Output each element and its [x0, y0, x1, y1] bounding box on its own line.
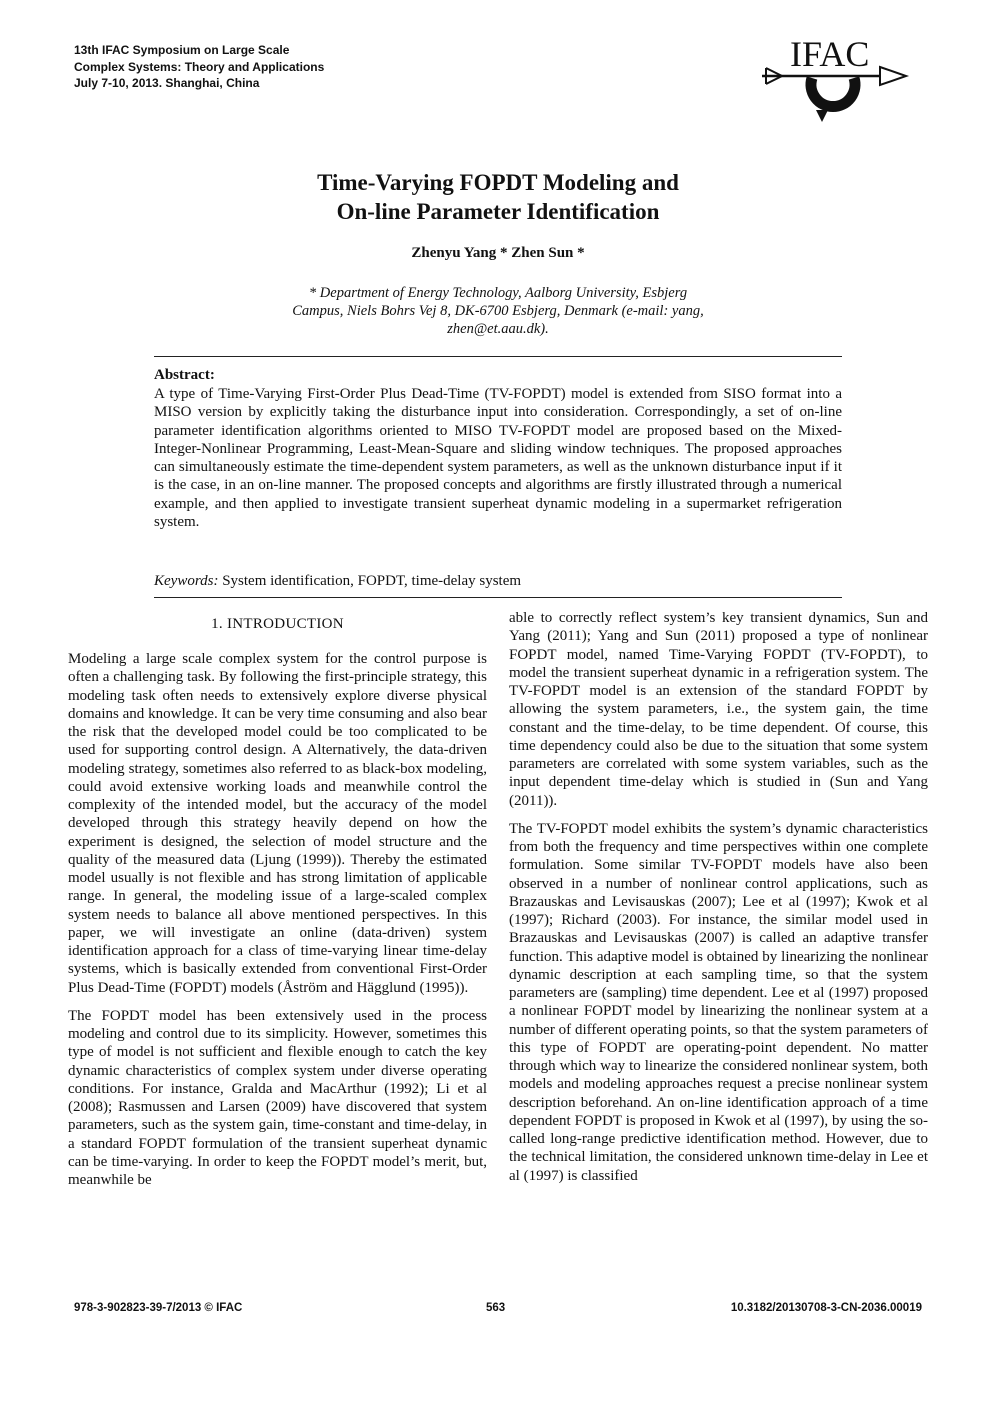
affiliation-line: * Department of Energy Technology, Aalborg University, Esbjerg — [308, 285, 688, 301]
footer-doi: 10.3182/20130708-3-CN-2036.00019 — [730, 1302, 922, 1314]
footer-isbn: 978-3-902823-39-7/2013 © IFAC — [74, 1302, 243, 1314]
divider — [154, 356, 842, 357]
paper-title-line: On-line Parameter Identification — [336, 199, 660, 224]
affiliation-line: Campus, Niels Bohrs Vej 8, DK-6700 Esbjerg, Denmark (e-mail: yang, — [292, 303, 704, 319]
conference-header — [74, 42, 324, 92]
left-column — [68, 650, 487, 1199]
conference-header-line: 13th IFAC Symposium on Large Scale — [74, 43, 290, 57]
page-number: 563 — [486, 1302, 506, 1314]
paper-title — [150, 168, 846, 226]
ifac-logo-text: IFAC — [790, 34, 870, 74]
affiliation-line: zhen@et.aau.dk). — [447, 321, 549, 337]
section-heading: 1. INTRODUCTION — [211, 616, 344, 632]
keywords — [154, 573, 842, 590]
right-column — [509, 609, 928, 1195]
conference-header-line: July 7-10, 2013. Shanghai, China — [74, 76, 260, 90]
divider — [154, 597, 842, 598]
paper-title-line: Time-Varying FOPDT Modeling and — [317, 170, 679, 195]
paragraph: able to correctly reflect system’s key transient dynamics, Sun and Yang (2011); Yang and Sun (2011) proposed a type of nonlinear FOPDT model, named Time-Varying FOPDT (TV-FOPDT), to model the transient superheat dynamic in a refrigeration system. The TV-FOPDT model is an extension of the standard FOPDT by allowing the system parameters, i.e., the system gain, the time constant and the time-delay, to be time dependent. Of course, this time dependency could also be due to the situation that some system parameters are correlated with some system variables, such as the input dependent time-delay which is studied in (Sun and Yang (2011)). — [509, 610, 928, 809]
ifac-logo — [760, 32, 910, 132]
abstract-heading: Abstract: — [154, 367, 215, 383]
paragraph: The FOPDT model has been extensively used in the process modeling and control due to its simplicity. However, sometimes this type of model is not sufficient and flexible enough to catch the key dynamic characteristics of complex system under diverse operating conditions. For instance, Gralda and MacArthur (1992); Li et al (2008); Rasmussen and Larsen (2009) have discovered that system parameters, such as the system gain, time-constant and time-delay, in a standard FOPDT formulation of the transient superheat dynamic can be time-varying. In order to keep the FOPDT model’s merit, but, meanwhile be — [68, 1007, 487, 1188]
authors: Zhenyu Yang * Zhen Sun * — [411, 245, 585, 261]
paragraph: The TV-FOPDT model exhibits the system’s dynamic characteristics from both the frequency and time perspectives within one complete formulation. Some similar TV-FOPDT models have also been observed in a number of nonlinear control applications, such as Brazauskas and Levisauskas (2007); Lee et al (1997); Kwok et al (1997); Richard (2003). For instance, the similar model used in Brazauskas and Levisauskas (2007) is called an adaptive transfer function. This adaptive model is obtained by linearizing the nonlinear dynamic description at each sampling time, so that the system parameters are (sampling) time dependent. Lee et al (1997) proposed a nonlinear FOPDT model by linearizing the nonlinear system at a number of different operating points, so that the system parameters of this type of FOPDT are operating-point dependent. No matter through which way to linearize the considered nonlinear system, both models and modeling approaches request a precise nonlinear system description beforehand. An on-line identification approach of a time dependent FOPDT is proposed in Kwok et al (1997), by using the so-called long-range predictive identification method. However, due to the technical limitation, the considered unknown time-delay in Lee et al (1997) is classified — [509, 820, 928, 1184]
paragraph: Modeling a large scale complex system for the control purpose is often a challenging task. By following the first-principle strategy, this modeling task often needs to extensively explore diverse physical domains and knowledge. It can be very time consuming and also bear the risk that the developed model could be too complicated to be used for supporting control design. A Alternatively, the data-driven modeling strategy, sometimes also referred to as black-box modeling, could avoid extensive working loads and meanwhile control the complexity of the intended model, but the accuracy of the model developed through this strategy heavily depend on how the experiment is designed, the selection of model structure and the quality of the measured data (Ljung (1999)). Thereby the estimated model usually is not flexible and has strong limitation of applicable range. In general, the modeling issue of a large-scaled complex system needs to balance all above mentioned perspectives. In this paper, we will investigate an online (data-driven) system identification approach for a class of time-varying linear time-delay systems, which is basically extended from conventional First-Order Plus Dead-Time (FOPDT) models (Åström and Hägglund (1995)). — [68, 651, 487, 996]
conference-header-line: Complex Systems: Theory and Applications — [74, 59, 325, 74]
abstract-body: A type of Time-Varying First-Order Plus Dead-Time (TV-FOPDT) model is extended from SISO format into a MISO version by explicitly taking the disturbance input into consideration. Correspondingly, a set of on-line parameter identification algorithms oriented to MISO TV-FOPDT model are proposed based on the Mixed-Integer-Nonlinear Programming, Least-Mean-Square and sliding window techniques. The proposed approaches can simultaneously estimate the time-dependent system parameters, as well as the unknown disturbance input if it is the case, in an on-line manner. The proposed concepts and algorithms are firstly illustrated through a numerical example, and then applied to investigate transient superheat dynamic modeling in a supermarket refrigeration system. — [154, 386, 842, 530]
keywords-label: Keywords: — [154, 573, 219, 589]
affiliation — [225, 284, 771, 338]
keywords-text: System identification, FOPDT, time-delay system — [222, 573, 522, 589]
